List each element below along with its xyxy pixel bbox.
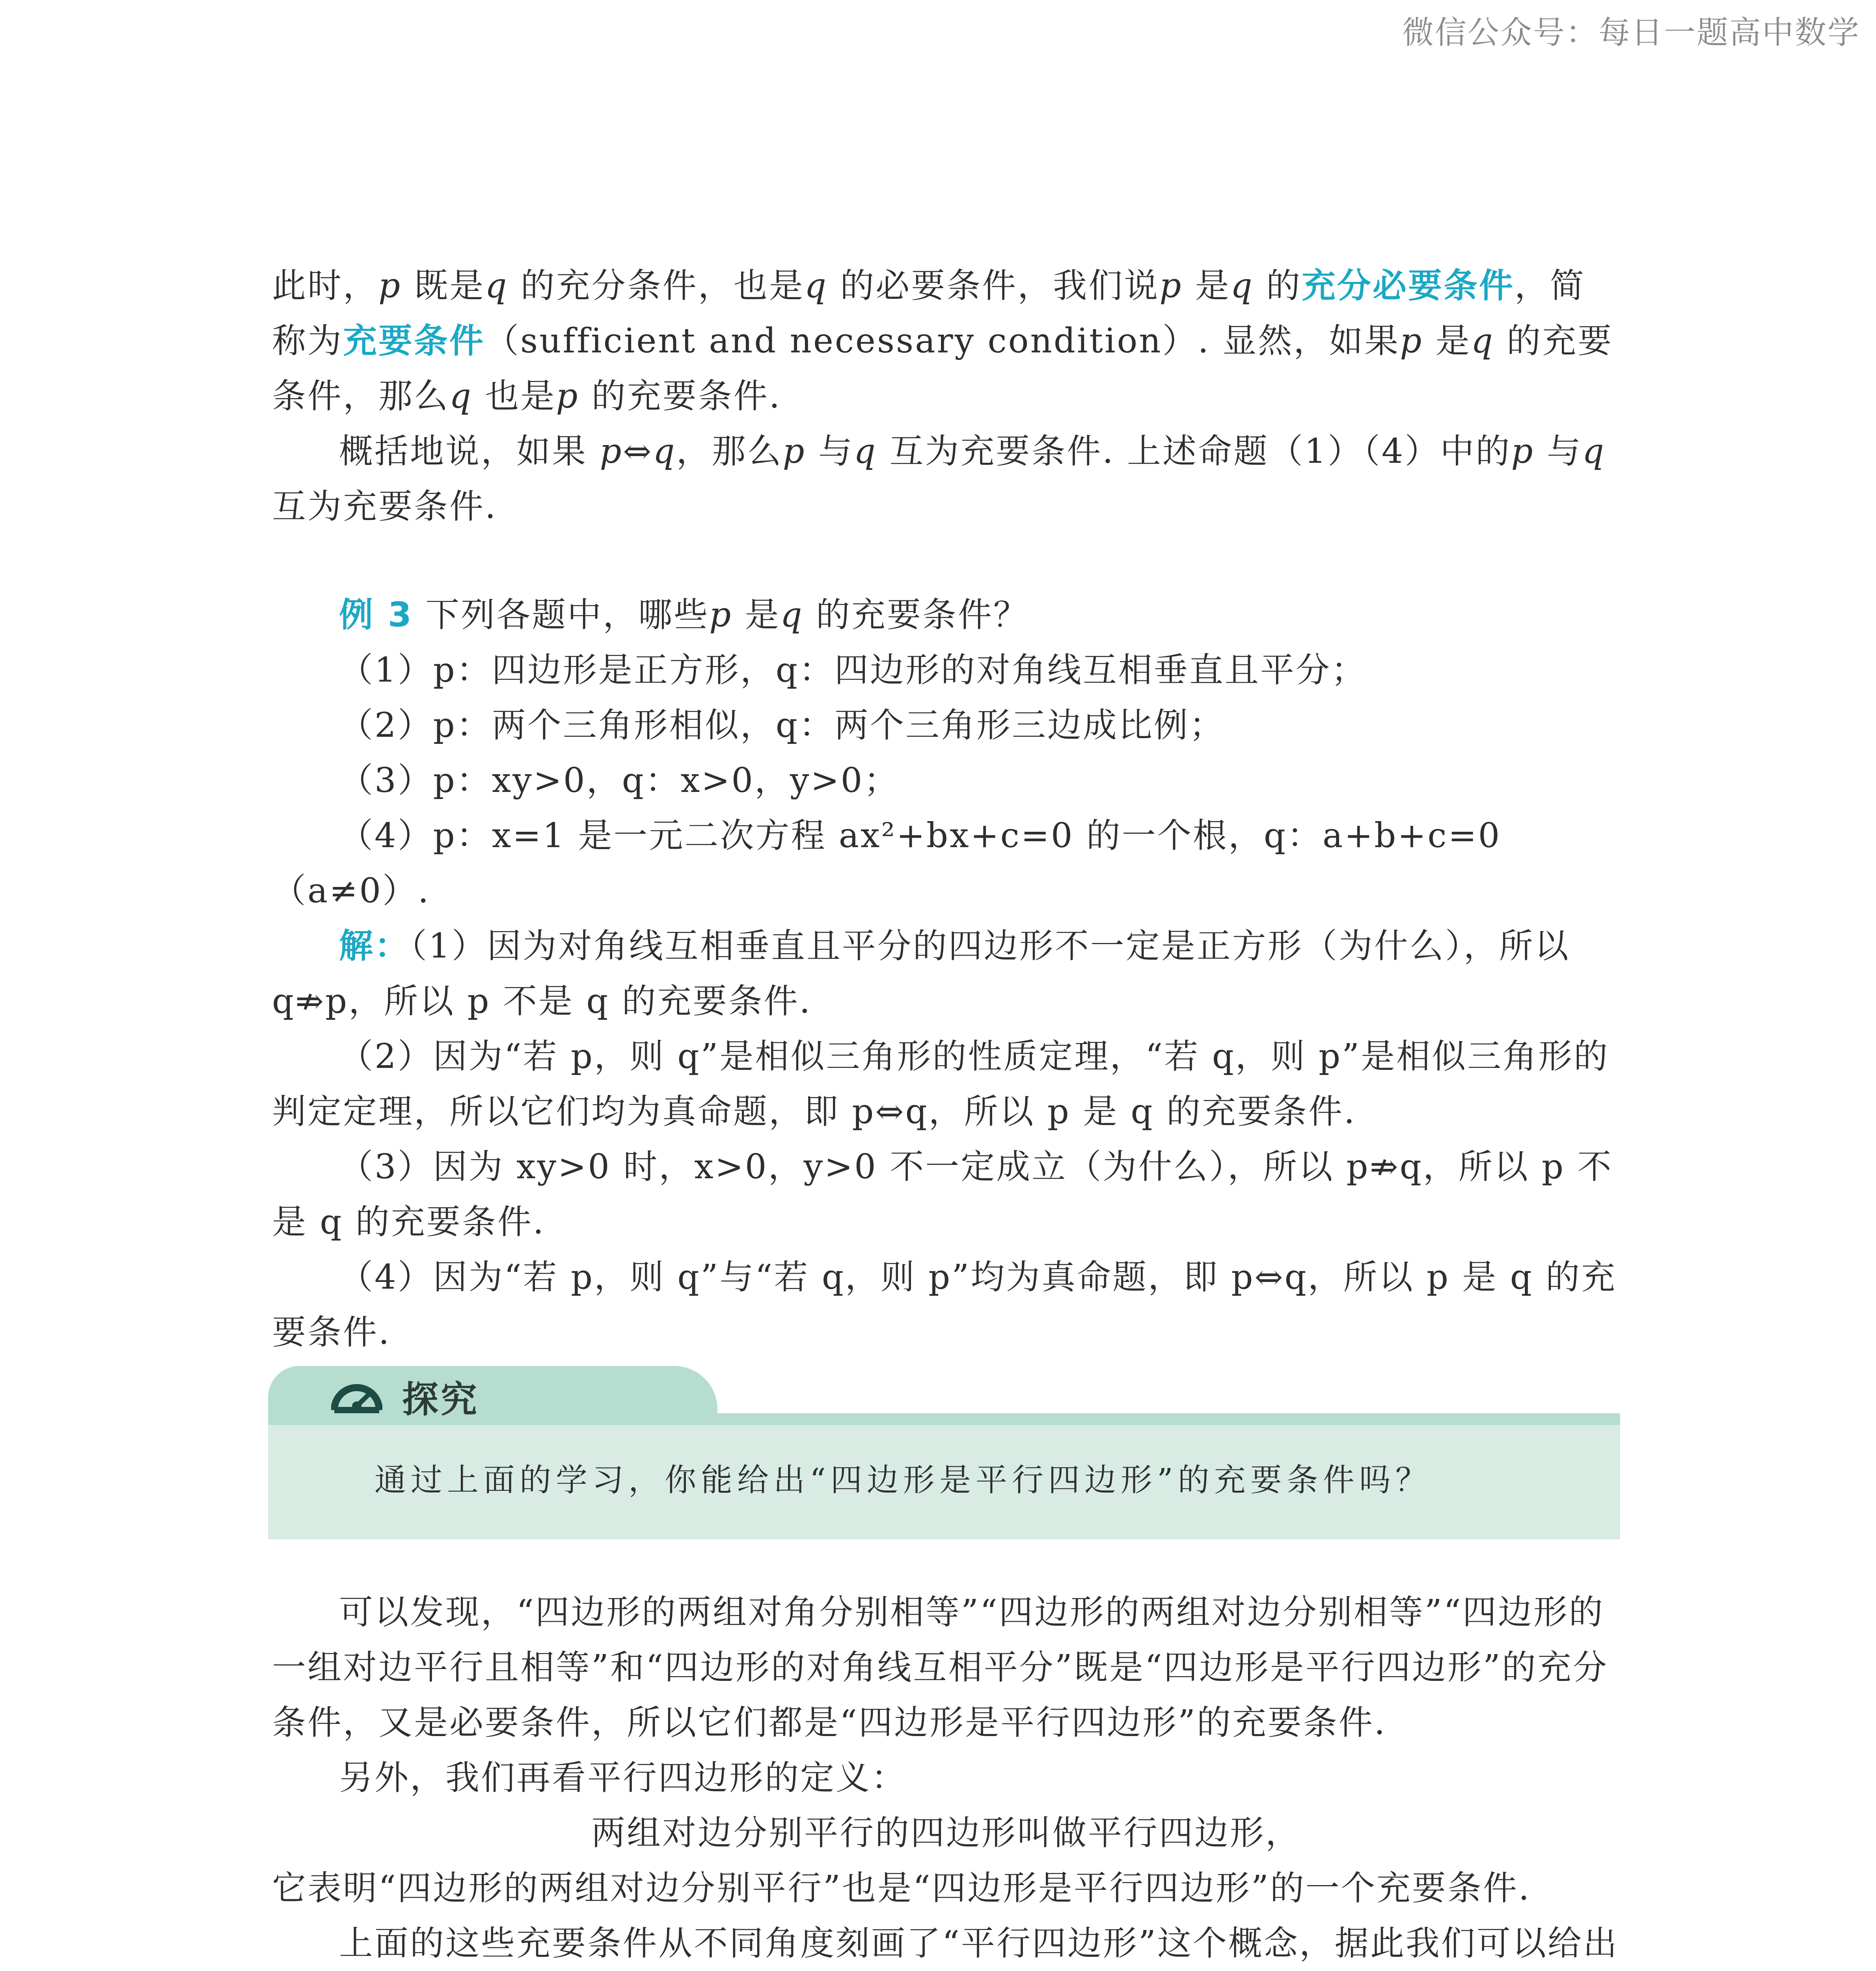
explore-question: 通过上面的学习，你能给出“四边形是平行四边形”的充要条件吗？ (374, 1462, 1432, 1498)
explore-box (268, 1366, 1620, 1539)
example-item: （3）p：xy>0，q：x>0，y>0； (339, 761, 900, 800)
definition-intro: 另外，我们再看平行四边形的定义： (339, 1758, 907, 1798)
example-item: （2）p：两个三角形相似，q：两个三角形三边成比例； (339, 706, 1225, 745)
discussion-section (272, 1585, 1620, 1971)
watermark: 微信公众号：每日一题高中数学 (1402, 14, 1860, 51)
example-item: （4）p：x=1 是一元二次方程 ax²+bx+c=0 的一个根，q：a+b+c=0（a≠0）. (272, 816, 1502, 911)
definition-section (272, 258, 1620, 534)
discussion-paragraph: 可以发现，“四边形的两组对角分别相等”“四边形的两组对边分别相等”“四边形的一组对边平行且相等”和“四边形的对角线互相平分”既是“四边形是平行四边形”的充分条件，又是必要条件，所以它们都是“四边形是平行四边形”的充要条件. (272, 1593, 1608, 1742)
example-question: 例 3 下列各题中，哪些p 是q 的充要条件？ (339, 595, 1029, 635)
summary-paragraph: 概括地说，如果 p⇔q，那么p 与q 互为充要条件. 上述命题（1）（4）中的p 与q 互为充要条件. (272, 432, 1606, 526)
explore-label: 探究 (402, 1379, 480, 1421)
solution-2: （2）因为“若 p，则 q”是相似三角形的性质定理，“若 q，则 p”是相似三角形的判定定理，所以它们均为真命题，即 p⇔q，所以 p 是 q 的充要条件. (272, 1037, 1610, 1131)
definition-statement: 两组对边分别平行的四边形叫做平行四边形， (591, 1813, 1301, 1853)
solution-1: 解：（1）因为对角线互相垂直且平分的四边形不一定是正方形（为什么），所以 q⇏p，所以 p 不是 q 的充要条件. (272, 926, 1570, 1021)
example-section (272, 587, 1620, 1360)
example-label: 例 3 (339, 595, 413, 635)
term-sufficient-necessary: 充分必要条件 (1302, 266, 1515, 306)
explore-gauge-icon (331, 1374, 382, 1417)
definition-meaning: 它表明“四边形的两组对边分别平行”也是“四边形是平行四边形”的一个充要条件. (272, 1869, 1531, 1908)
solution-label: 解： (339, 926, 410, 966)
solution-3: （3）因为 xy>0 时，x>0，y>0 不一定成立（为什么），所以 p⇏q，所以 p 不是 q 的充要条件. (272, 1147, 1613, 1242)
alt-definition-intro: 上面的这些充要条件从不同角度刻画了“平行四边形”这个概念，据此我们可以给出 (339, 1924, 1619, 1963)
example-item: （1）p：四边形是正方形，q：四边形的对角线互相垂直且平分； (339, 650, 1367, 690)
solution-4: （4）因为“若 p，则 q”与“若 q，则 p”均为真命题，即 p⇔q，所以 p 是 q 的充要条件. (272, 1257, 1617, 1352)
term-iff-condition: 充要条件 (343, 321, 485, 361)
definition-paragraph: 此时，p 既是q 的充分条件，也是q 的必要条件，我们说p 是q 的充分必要条件，简称为充要条件（sufficient and necessary condition）. 显然，如果p 是q 的充要条件，那么q 也是p 的充要条件. (272, 266, 1613, 416)
